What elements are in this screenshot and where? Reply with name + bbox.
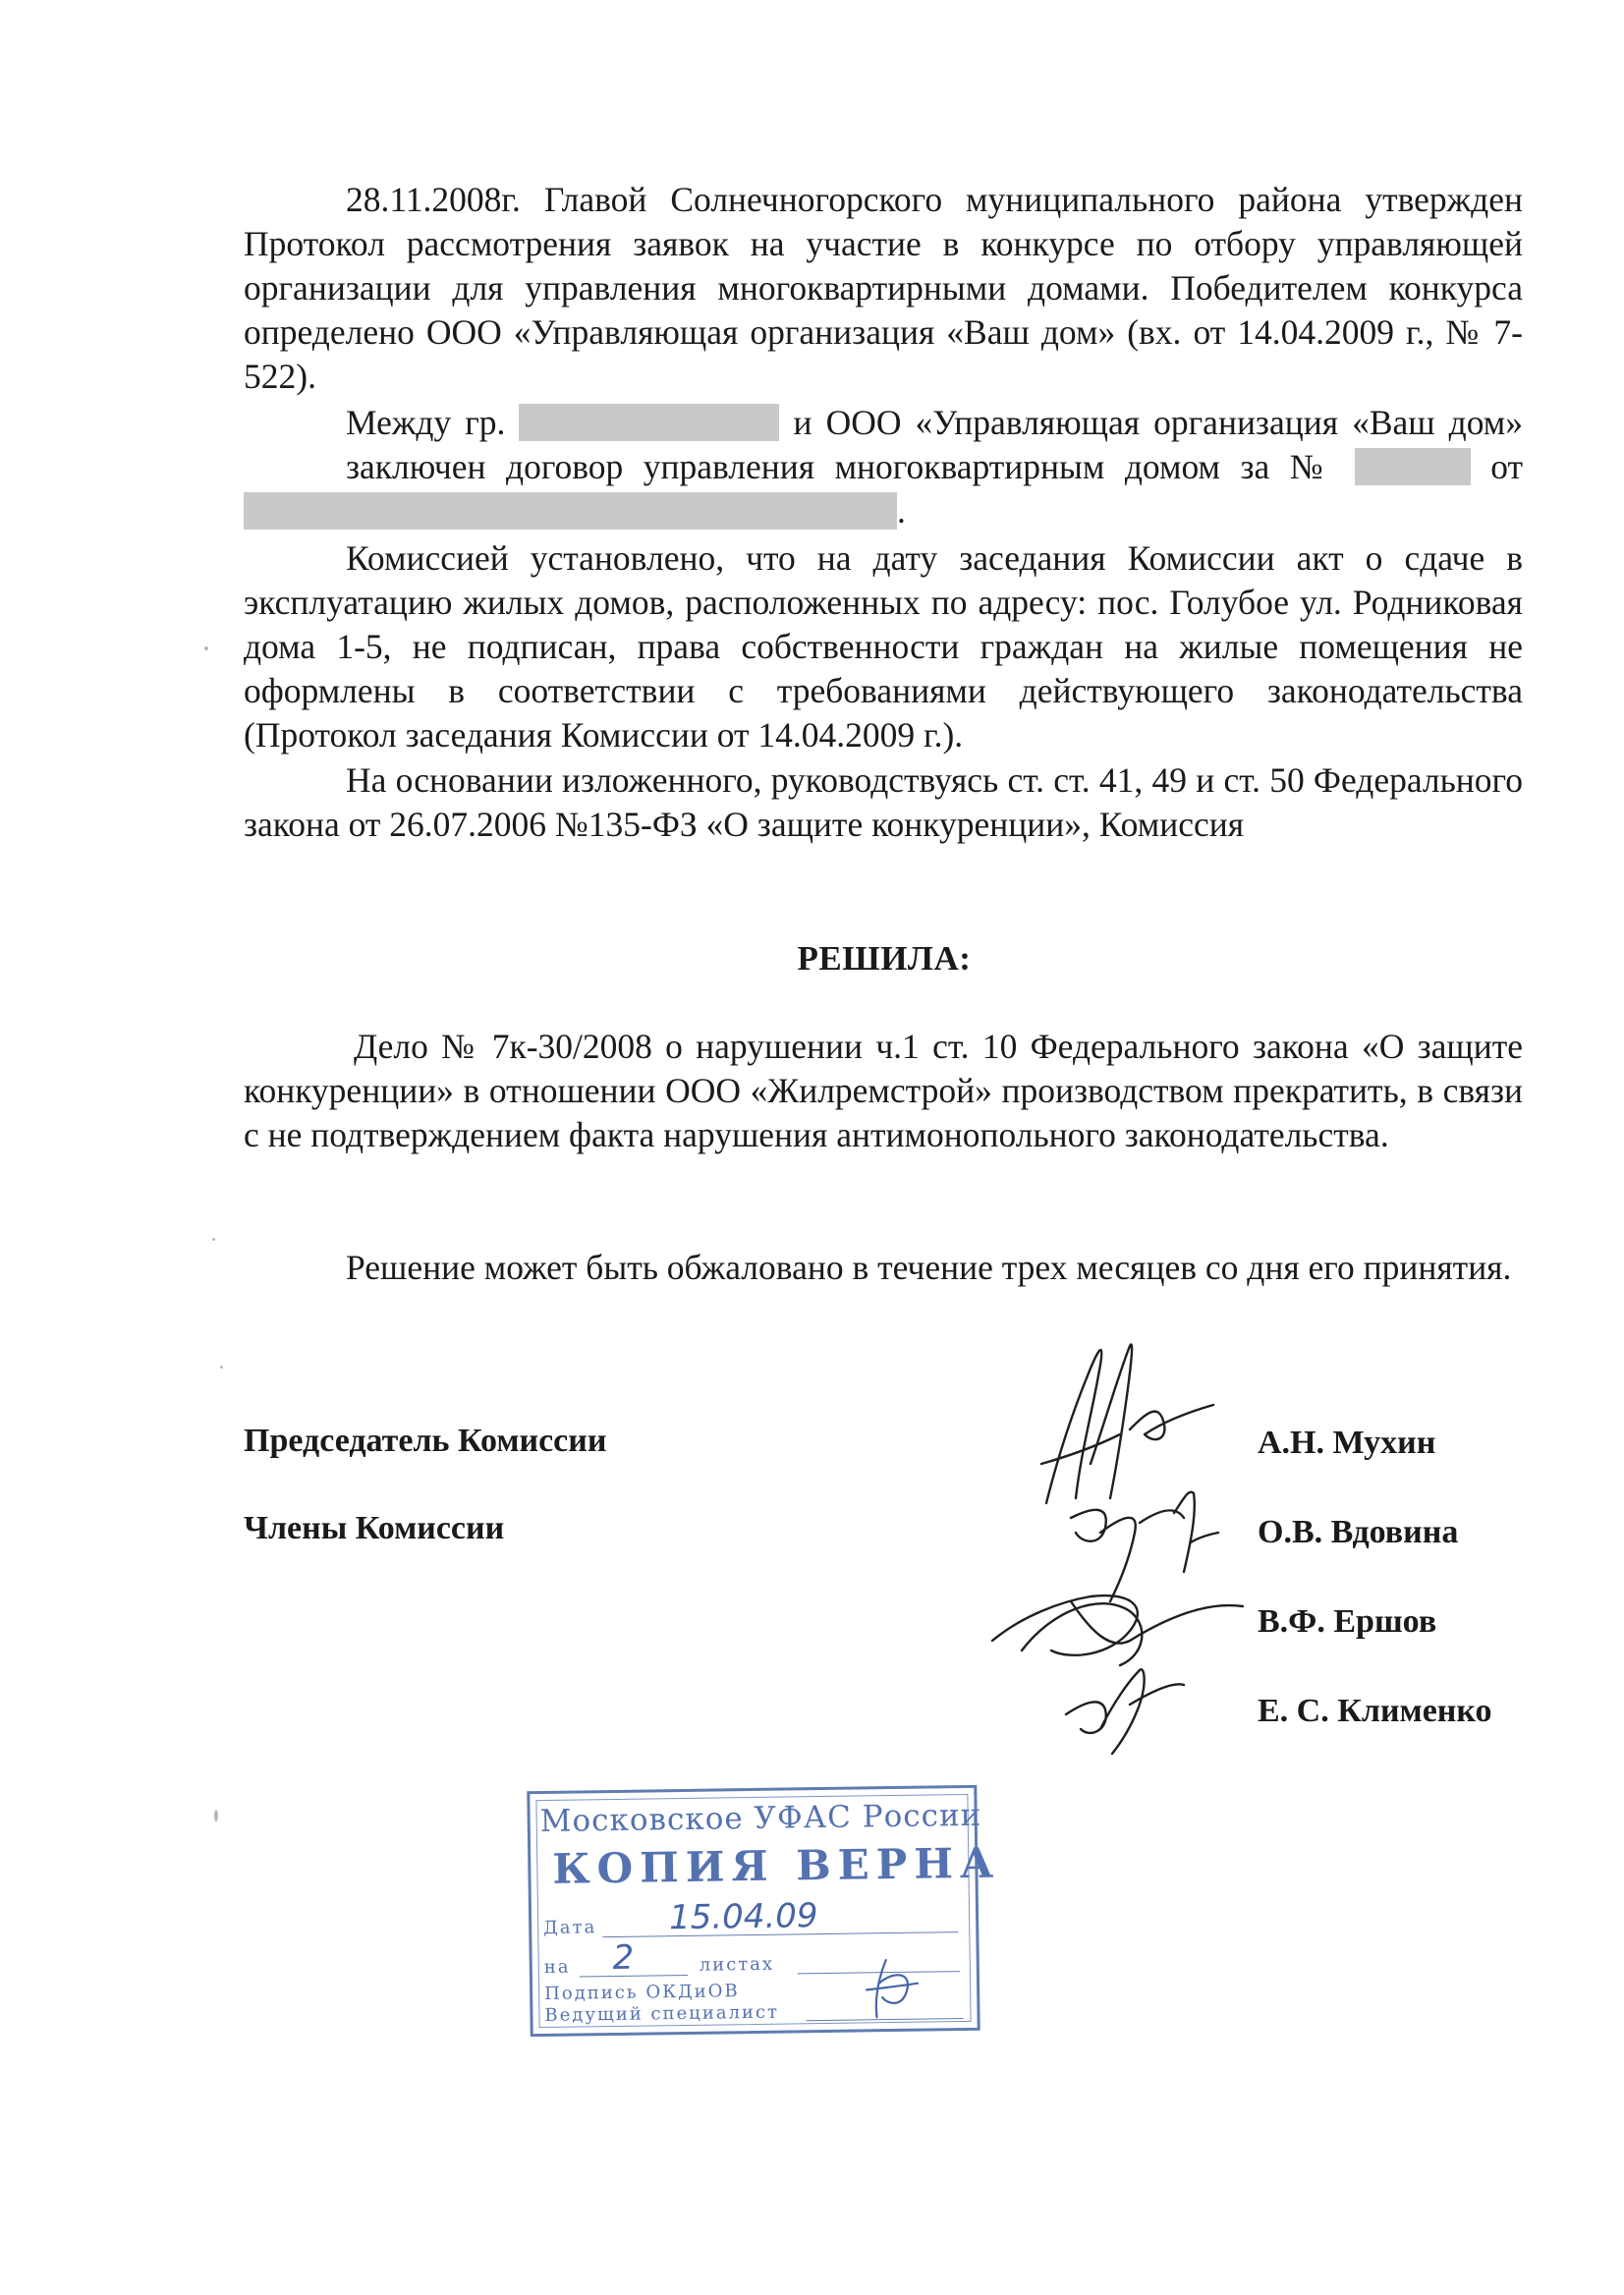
redaction-block <box>1355 448 1471 485</box>
scan-speck <box>212 1238 215 1241</box>
redaction-block <box>244 492 897 530</box>
stamp-title: КОПИЯ ВЕРНА <box>552 1838 1001 1893</box>
stamp-sheets-suffix: листах <box>699 1953 775 1976</box>
stamp-date-value: 15.04.09 <box>668 1896 818 1938</box>
signatory-name: В.Ф. Ершов <box>1258 1603 1437 1640</box>
signature-member-1 <box>1071 1492 1218 1601</box>
decision-heading: РЕШИЛА: <box>797 939 972 978</box>
scan-speck <box>204 646 208 650</box>
stamp-org: Московское УФАС России <box>539 1797 982 1840</box>
stamp-sheets-prefix: на <box>543 1956 571 1978</box>
signature-member-2 <box>992 1595 1243 1665</box>
handwritten-signatures <box>982 1316 1277 1778</box>
stamp-position-label: Ведущий специалист <box>544 2001 780 2026</box>
signature-chair <box>1041 1344 1213 1503</box>
paragraph-legal-basis: На основании изложенного, руководствуясь ст. ст. 41, 49 и ст. 50 Федерального закона от 26.07.2006 №135-ФЗ «О защите конкуренции», Комиссия <box>244 760 1523 844</box>
signatory-name: А.Н. Мухин <box>1258 1425 1436 1461</box>
members-label: Члены Комиссии <box>244 1510 505 1546</box>
scan-speck <box>214 1810 218 1821</box>
paragraph-commission-findings: Комиссией установлено, что на дату заседания Комиссии акт о сдаче в эксплуатацию жилых домов, расположенных по адресу: пос. Голубое ул. Родниковая дома 1-5, не подписан, права собственности граждан на жилые помещения не оформлены в соответствии с требованиями действующего законодательства (Протокол заседания Комиссии от 14.04.2009 г.). <box>244 538 1523 755</box>
stamp-sheets-value: 2 <box>612 1937 635 1979</box>
contract-text-a: Между гр. <box>346 403 506 442</box>
paragraph-protocol: 28.11.2008г. Главой Солнечногорского муниципального района утвержден Протокол рассмотрения заявок на участие в конкурсе по отбору управляющей организации для управления многоквартирными домами. Победителем конкурса определено ООО «Управляющая организация «Ваш дом» (вх. от 14.04.2009 г., № 7-522). <box>244 180 1523 396</box>
chair-label: Председатель Комиссии <box>244 1423 607 1459</box>
appeal-text: Решение может быть обжаловано в течение трех месяцев со дня его принятия. <box>346 1248 1512 1287</box>
paragraph-contract <box>244 401 1523 533</box>
signature-member-3 <box>1066 1669 1184 1754</box>
stamp-date-label: Дата <box>543 1917 597 1938</box>
signatory-name: О.В. Вдовина <box>1258 1514 1459 1550</box>
signatory-name: Е. С. Клименко <box>1258 1693 1492 1729</box>
contract-text-c: от <box>1490 447 1523 486</box>
contract-text-b: и ООО «Управляющая организация «Ваш дом» заключен договор управления многоквартирным домом за № <box>346 403 1524 486</box>
redaction-block <box>519 404 779 441</box>
contract-text-end: . <box>897 491 906 531</box>
stamp-signature-label: Подпись ОКДиОВ <box>544 1981 740 2004</box>
decision-text: Дело № 7к-30/2008 о нарушении ч.1 ст. 10 Федерального закона «О защите конкуренции» в отношении ООО «Жилремстрой» производством прекратить, в связи с не подтверждением факта нарушения антимонопольного законодательства. <box>244 1027 1523 1154</box>
scan-speck <box>220 1366 223 1369</box>
copy-certified-stamp <box>527 1785 1001 2037</box>
stamp-signature-mark <box>857 1954 926 2026</box>
